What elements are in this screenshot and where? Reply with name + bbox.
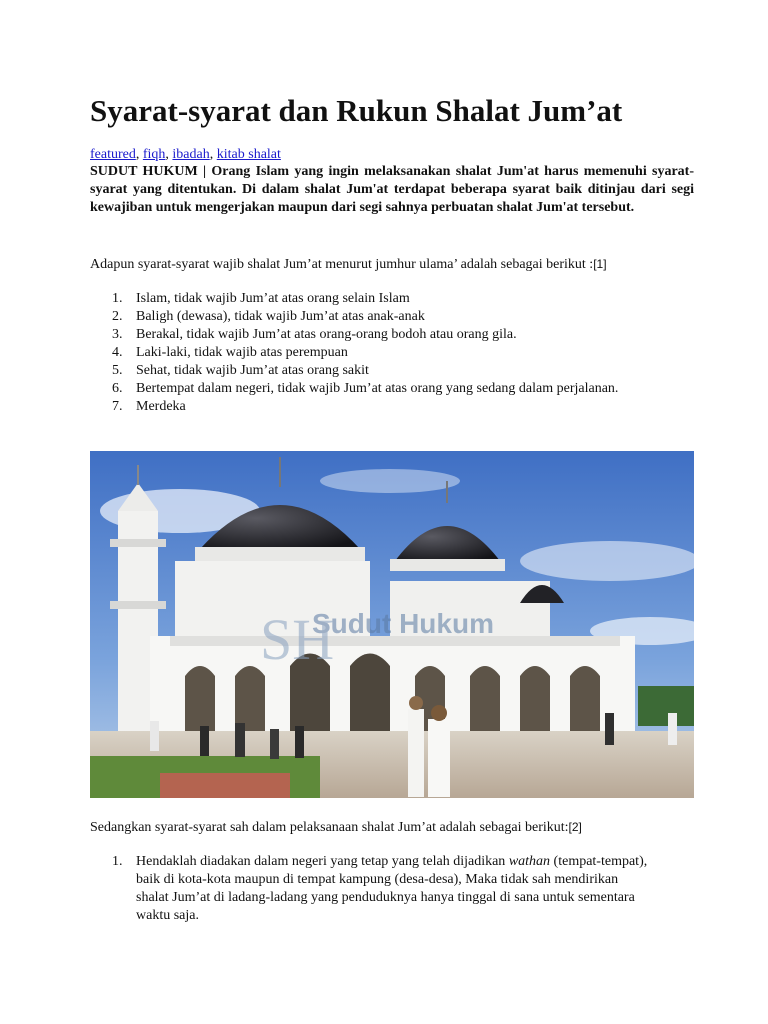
list-item-text: Berakal, tidak wajib Jum’at atas orang-orang bodoh atau orang gila.	[136, 327, 517, 342]
person	[150, 721, 159, 751]
list-item	[90, 326, 694, 344]
list-item	[90, 398, 694, 416]
person	[295, 726, 304, 758]
list-number: 1.	[112, 291, 123, 306]
list-number: 4.	[112, 345, 123, 360]
cloud	[320, 469, 460, 493]
list-item-text: Sehat, tidak wajib Jum’at atas orang sakit	[136, 363, 369, 378]
watermark-logo: SH	[260, 607, 335, 672]
list-number: 7.	[112, 399, 123, 414]
tag-link-fiqh[interactable]: fiqh	[142, 147, 166, 162]
list-item	[90, 380, 694, 398]
list-item-text: Bertempat dalam negeri, tidak wajib Jum’at atas orang yang sedang dalam perjalanan.	[136, 381, 619, 396]
syarat-wajib-list	[90, 290, 694, 416]
intro-syarat-wajib-text: Adapun syarat-syarat wajib shalat Jum’at menurut jumhur ulama’ adalah sebagai berikut :	[90, 257, 594, 272]
person	[200, 726, 209, 756]
person	[668, 713, 677, 745]
list-item-text-cont: (tempat-tempat), baik di kota-kota maupun di tempat kampung (desa-desa), Maka tidak sah mendirikan shalat Jum’at di ladang-ladang yang penduduknya hanya tinggal di sana untuk sementara waktu saja.	[136, 854, 648, 923]
tag-links: featured, fiqh, ibadah, kitab shalat	[90, 147, 281, 162]
person	[408, 709, 424, 797]
list-item	[90, 362, 694, 380]
person	[235, 723, 245, 757]
tag-link-kitab-shalat[interactable]: kitab shalat	[216, 147, 281, 162]
palm-trees	[638, 686, 694, 726]
list-item-text: Laki-laki, tidak wajib atas perempuan	[136, 345, 348, 360]
intro-syarat-wajib	[90, 255, 607, 274]
footnote-ref-1[interactable]: [1]	[593, 257, 607, 271]
person	[270, 729, 279, 759]
intro-syarat-sah	[90, 818, 582, 837]
syarat-sah-list	[90, 853, 650, 925]
cloud	[520, 541, 694, 581]
mosque-body	[150, 636, 635, 746]
list-item	[90, 344, 694, 362]
list-item-text: Baligh (dewasa), tidak wajib Jum’at atas anak-anak	[136, 309, 425, 324]
list-number: 1.	[112, 854, 123, 869]
list-item	[90, 308, 694, 326]
list-number: 3.	[112, 327, 123, 342]
list-number: 2.	[112, 309, 123, 324]
italic-term: wathan	[508, 854, 551, 869]
list-item-text: Merdeka	[136, 399, 186, 414]
mosque-photo	[90, 451, 694, 798]
list-item	[90, 853, 650, 925]
tag-link-ibadah[interactable]: ibadah	[172, 147, 210, 162]
page-title: Syarat-syarat dan Rukun Shalat Jum’at	[90, 93, 623, 128]
person	[605, 713, 614, 745]
footnote-ref-2[interactable]: [2]	[568, 820, 582, 834]
lead-paragraph: SUDUT HUKUM | Orang Islam yang ingin melaksanakan shalat Jum'at harus memenuhi syarat-syarat yang ditentukan. Di dalam shalat Jum'at terdapat beberapa syarat baik ditinjau dari segi kewajiban untuk mengerjakan maupun dari segi sahnya perbuatan shalat Jum'at tersebut.	[90, 164, 694, 215]
person	[428, 719, 450, 797]
watermark-text: Sudut Hukum	[312, 608, 494, 639]
list-item	[90, 290, 694, 308]
list-number: 6.	[112, 381, 123, 396]
list-item-text: Islam, tidak wajib Jum’at atas orang selain Islam	[136, 291, 410, 306]
list-item-text: Hendaklah diadakan dalam negeri yang tetap yang telah dijadikan	[136, 854, 509, 869]
intro-syarat-sah-text: Sedangkan syarat-syarat sah dalam pelaksanaan shalat Jum’at adalah sebagai berikut:	[90, 820, 569, 835]
list-number: 5.	[112, 363, 123, 378]
tag-link-featured[interactable]: featured	[90, 147, 136, 162]
